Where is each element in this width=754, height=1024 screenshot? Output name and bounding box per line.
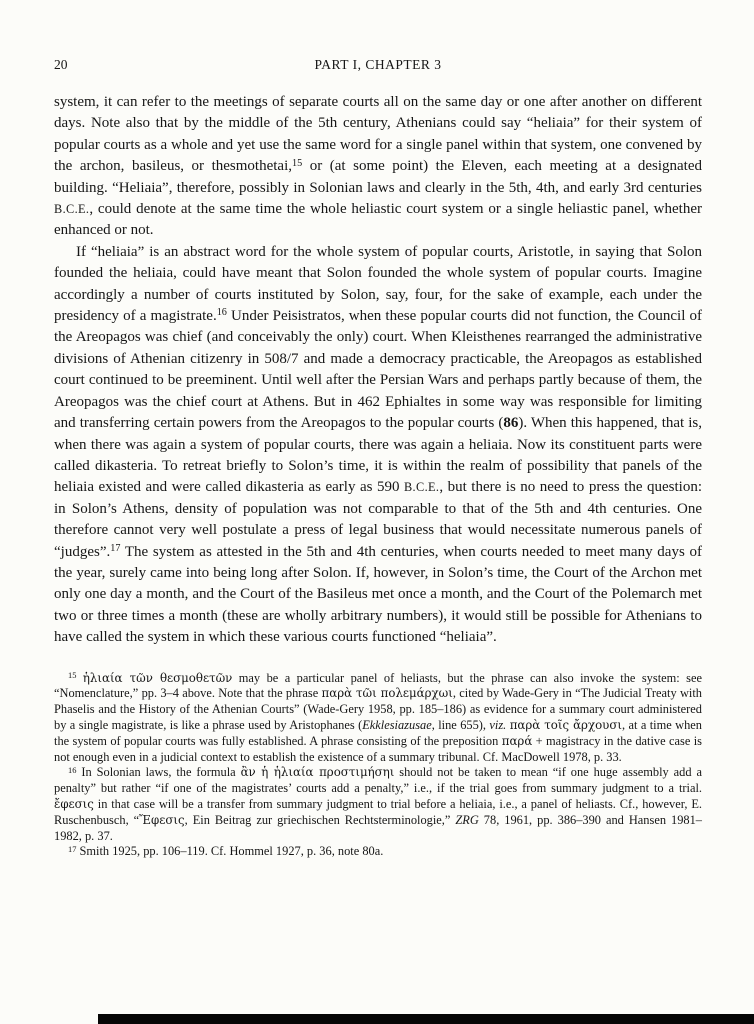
text-run: should not be taken to mean “if one huge assembly add a penalty” but rather “if one of the magistrates’ courts add a penalty,” i.e., if the trial goes from summary judgment to a trial. [54, 765, 702, 796]
text-run: 78, 1961, pp. 386–390 and Hansen 1981–1982, p. 37. [54, 812, 702, 843]
text-run: in that case will be a transfer from summary judgment to trial before a heliaia, i.e., a panel of heliasts. Cf., however, E. Ruschenbusch, “ [54, 796, 702, 827]
italic-text: ZRG [455, 812, 479, 827]
smallcaps-text: B.C.E. [403, 480, 440, 495]
footnote-reference: 15 [292, 157, 303, 169]
text-run: + magistracy in the dative case is not enough even in a judicial context to establish the existence of a summary tribunal. Cf. MacDowell 1978, p. 33. [54, 733, 702, 764]
greek-text: παρὰ τοῖς ἄρχουσι [509, 717, 622, 732]
text-run: The system as attested in the 5th and 4th centuries, when courts needed to meet many days of the year, surely came into being long after Solon. If, however, in Solon’s time, the Court of the Archon met only one day a month, and the Court of the Basileus met once a month, and the Court of the Polemarch met two or three times a month (these are wholly arbitrary numbers), it would still be possible for Athenians to have called the system in which these various courts functioned “heliaia”. [54, 543, 702, 646]
italic-text: viz. [489, 717, 507, 732]
greek-text: ἔφεσις [54, 796, 94, 811]
footnote [54, 844, 702, 860]
scan-artifact-bar [98, 1014, 754, 1024]
text-run: , but there is no need to press the question: in Solon’s Athens, density of population was not comparable to that of the 5th and 4th centuries. One therefore cannot very well postulate a press of legal business that would necessitate numerous panels of “judges”. [54, 479, 702, 560]
text-run: may be a particular panel of heliasts, but the phrase can also invoke the system: see “Nomenclature,” pp. 3–4 above. Note that the phrase [54, 670, 702, 701]
text-run: If “heliaia” is an abstract word for the whole system of popular courts, Aristotle, in saying that Solon founded the heliaia, could have meant that Solon founded the whole system of popular courts. Imagine accordingly a number of courts instituted by Solon, say, four, for the sake of example, each under the presidency of a magistrate. [54, 243, 702, 325]
footnote-reference: 16 [68, 764, 77, 775]
text-run: , Ein Beitrag zur griechischen Rechtsterminologie,” [184, 812, 456, 827]
italic-text: Ekklesiazusae [362, 717, 432, 732]
body-text [54, 92, 702, 649]
footnote-reference: 16 [216, 307, 227, 319]
text-run: , at a time when the system of popular courts was fully established. A phrase consisting of the preposition [54, 717, 702, 748]
greek-text: παρὰ τῶι πολεμάρχωι [321, 686, 453, 701]
smallcaps-text: B.C.E. [54, 202, 90, 217]
footnote-reference: 17 [68, 843, 77, 854]
footnotes [54, 671, 702, 861]
text-run: ). When this happened, that is, when there was again a system of popular courts, there was again a heliaia. Now its constituent parts were called dikasteria. To retreat briefly to Solon’s time, it is within the realm of possibility that panels of the heliaia existed and were called dikasteria as early as 590 [54, 415, 702, 496]
text-run: system, it can refer to the meetings of separate courts all on the same day or one after another on different days. Note also that by the middle of the 5th century, Athenians could say “heliaia” for their system of popular courts as a whole and yet use the same word for a single panel within that system, one convened by the archon, basileus, or thesmothetai, [54, 94, 702, 175]
text-run: or (at some point) the Eleven, each meeting at a designated building. “Heliaia”, therefore, possibly in Solonian laws and clearly in the 5th, 4th, and early 3rd centuries [54, 158, 703, 196]
text-run: , cited by Wade-Gery in “The Judicial Treaty with Phaselis and the History of the Athenian Courts” (Wade-Gery 1958, pp. 185–186) as evidence for a summary court administered by a single magistrate, is like a phrase used by Aristophanes ( [54, 686, 702, 732]
text-run: , line 655), [431, 717, 490, 732]
footnote-reference: 15 [68, 669, 77, 680]
text-run: Smith 1925, pp. 106–119. Cf. Hommel 1927, p. 36, note 80a. [76, 844, 384, 859]
body-paragraph [54, 92, 702, 242]
page-header [54, 57, 702, 74]
greek-text: Ἔφεσις [139, 812, 185, 827]
bold-text: 86 [503, 415, 519, 432]
page-content [54, 57, 702, 860]
running-head: PART I, CHAPTER 3 [314, 57, 442, 72]
text-run: Under Peisistratos, when these popular courts did not function, the Council of the Areopagos was chief (and conceivably the only) court. When Kleisthenes rearranged the administrative divisions of Athenian citizenry in 508/7 and made a democracy practicable, the Areopagos as established court continued to be preeminent. Until well after the Persian Wars and perhaps partly because of them, the Areopagos was the chief court at Athens. But in 462 Ephialtes in some way was responsible for limiting and transferring certain powers from the Areopagos to the popular courts ( [54, 308, 703, 432]
footnote [54, 671, 702, 766]
footnote-reference: 17 [110, 542, 121, 554]
greek-text: ἡλιαία τῶν θεσμοθετῶν [82, 670, 233, 685]
footnote [54, 765, 702, 844]
greek-text: ἂν ἡ ἡλιαία προστιμήσηι [240, 765, 395, 780]
text-run: In Solonian laws, the formula [76, 765, 241, 780]
greek-text: παρά [501, 733, 533, 748]
body-paragraph [54, 242, 702, 649]
page-number: 20 [54, 57, 68, 72]
text-run: , could denote at the same time the whole heliastic court system or a single heliastic panel, whether enhanced or not. [54, 201, 702, 239]
